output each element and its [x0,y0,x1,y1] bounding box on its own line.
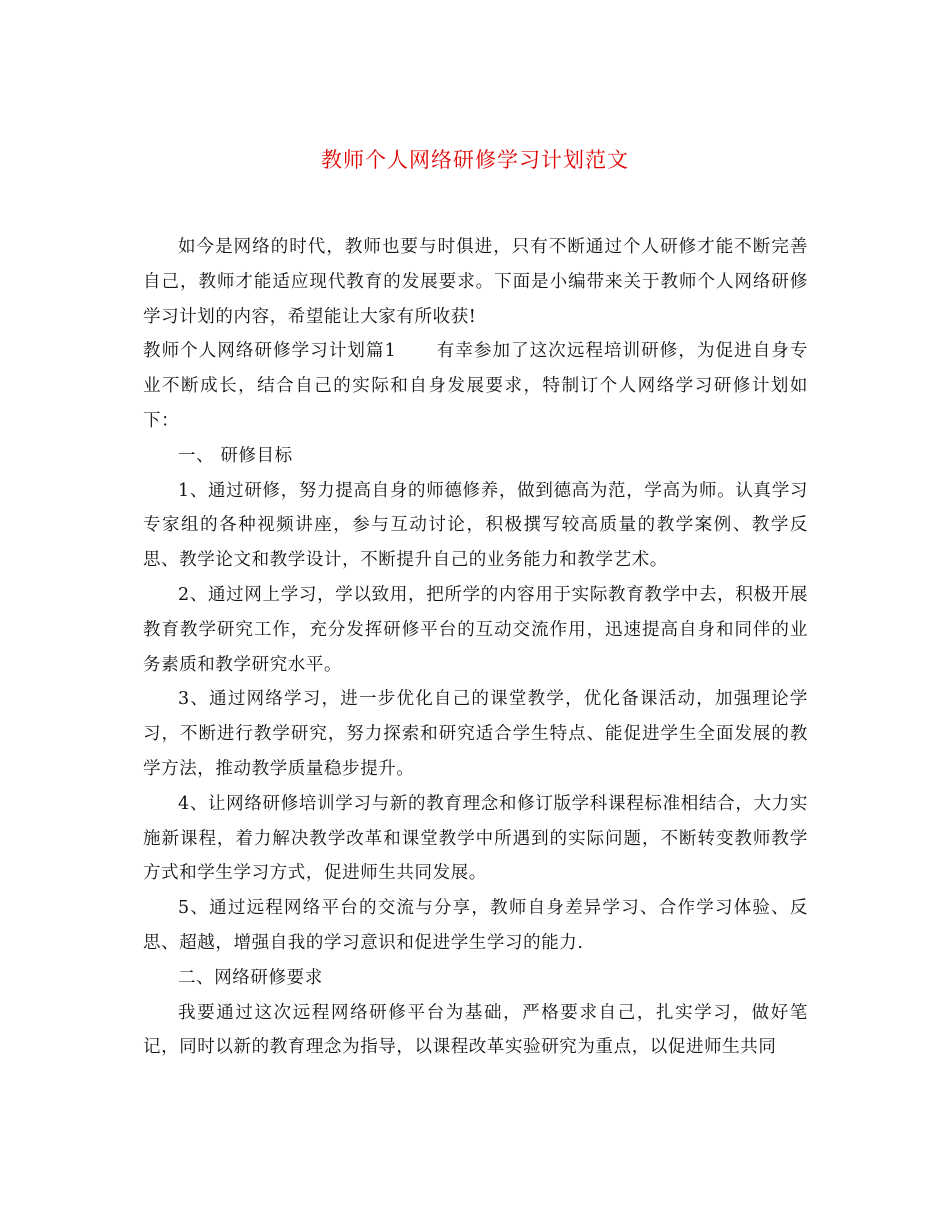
goal-item-4: 4、让网络研修培训学习与新的教育理念和修订版学科课程标准相结合，大力实施新课程，着力解决教学改革和课堂教学中所遇到的实际问题，不断转变教师教学方式和学生学习方式，促进师生共同发展。 [143,793,808,884]
section-heading-requirements: 二、网络研修要求 [178,967,323,988]
plan-paragraph [143,334,808,438]
goal-item-3: 3、通过网络学习，进一步优化自己的课堂教学，优化备课活动，加强理论学习，不断进行教学研究，努力探索和研究适合学生特点、能促进学生全面发展的教学方法，推动教学质量稳步提升。 [143,689,808,779]
intro-paragraph: 如今是网络的时代，教师也要与时俱进，只有不断通过个人研修才能不断完善自己，教师才能适应现代教育的发展要求。下面是小编带来关于教师个人网络研修学习计划的内容，希望能让大家有所收获! [143,237,808,327]
plan-intro-text: 有幸参加了这次远程培训研修，为促进自身专业不断成长，结合自己的实际和自身发展要求，特制订个人网络学习研修计划如下： [143,341,808,431]
goal-item-1: 1、通过研修，努力提高自身的师德修养，做到德高为范，学高为师。认真学习专家组的各种视频讲座，参与互动讨论，积极撰写较高质量的教学案例、教学反思、教学论文和教学设计，不断提升自己的业务能力和教学艺术。 [143,480,808,571]
document-title: 教师个人网络研修学习计划范文 [321,148,629,172]
requirement-paragraph: 我要通过这次远程网络研修平台为基础，严格要求自己，扎实学习，做好笔记，同时以新的教育理念为指导，以课程改革实验研究为重点，以促进师生共同 [143,1002,808,1058]
section-heading-goals: 一、 研修目标 [178,445,293,466]
plan-heading: 教师个人网络研修学习计划篇1 [143,341,397,362]
goal-item-2: 2、通过网上学习，学以致用，把所学的内容用于实际教育教学中去，积极开展教育教学研究工作，充分发挥研修平台的互动交流作用，迅速提高自身和同伴的业务素质和教学研究水平。 [143,584,808,675]
goal-item-5: 5、通过远程网络平台的交流与分享，教师自身差异学习、合作学习体验、反思、超越，增强自我的学习意识和促进学生学习的能力. [143,898,808,953]
document-body [143,230,808,1065]
